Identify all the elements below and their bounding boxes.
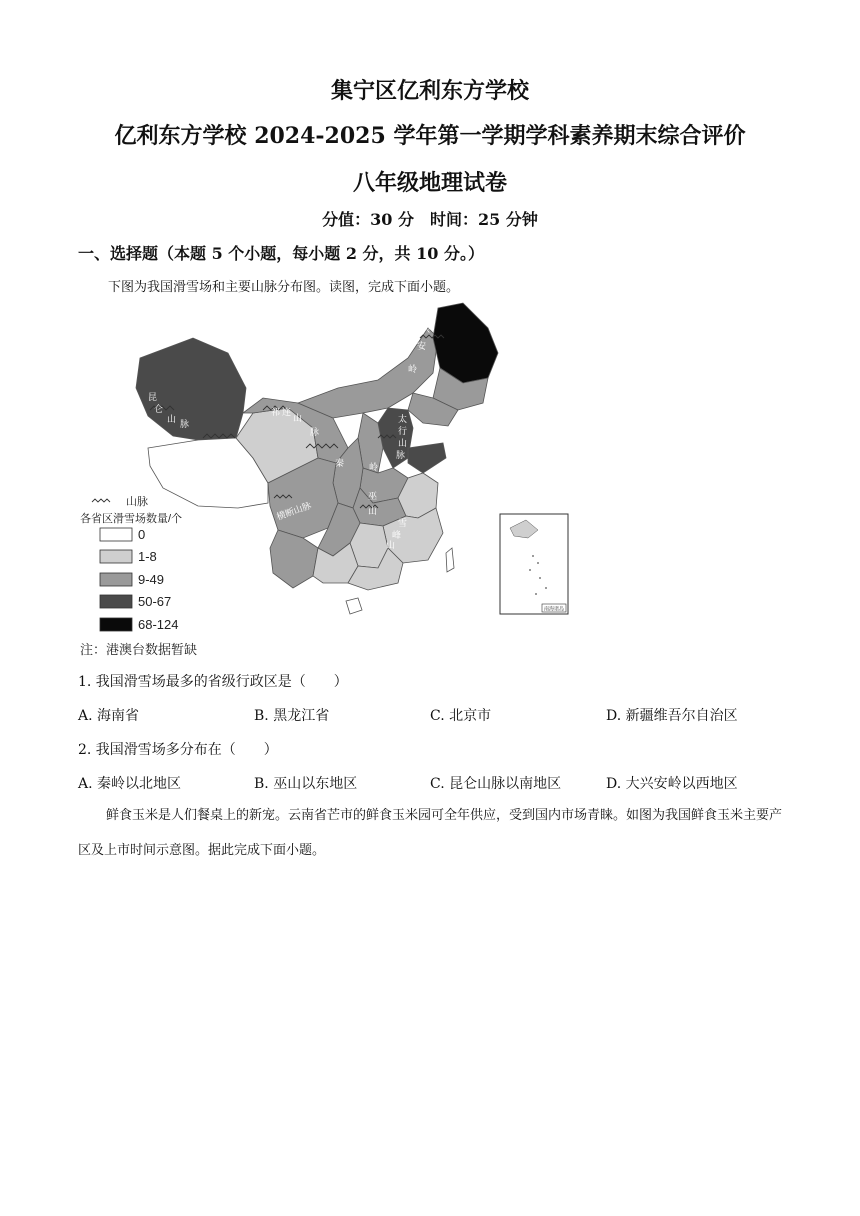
- question-1-stem: 1. 我国滑雪场最多的省级行政区是（ ）: [78, 674, 348, 690]
- map-legend: [80, 495, 197, 657]
- label-qilian-3: 山: [293, 413, 303, 423]
- score-time: 分值：30 分 时间：25 分钟: [322, 210, 538, 229]
- q2-option-c[interactable]: C. 昆仑山脉以南地区: [430, 776, 562, 792]
- label-kunlun-4: 脉: [180, 419, 190, 429]
- ski-resort-map: [78, 298, 565, 660]
- label-kunlun-1: 昆: [148, 392, 158, 402]
- label-wushan-2: 山: [368, 506, 378, 516]
- legend-swatch-4: [100, 618, 132, 631]
- label-daxinganling-1: 大: [422, 308, 432, 318]
- legend-swatch-1: [100, 550, 132, 563]
- region-taiwan: [446, 548, 454, 572]
- legend-label-3: 50-67: [138, 594, 172, 609]
- legend-swatch-2: [100, 573, 132, 586]
- legend-mountain-label: 山脉: [126, 496, 148, 508]
- q1-option-c[interactable]: C. 北京市: [430, 708, 492, 724]
- label-xuefeng-3: 山: [386, 540, 396, 550]
- legend-swatch-3: [100, 595, 132, 608]
- legend-label-0: 0: [138, 527, 146, 542]
- label-qilian-2: 连: [282, 407, 292, 417]
- q1-option-a[interactable]: A. 海南省: [78, 708, 140, 724]
- label-daxinganling-4: 岭: [408, 364, 418, 374]
- legend-label-4: 68-124: [138, 617, 179, 632]
- question-intro: 下图为我国滑雪场和主要山脉分布图。读图，完成下面小题。: [108, 280, 460, 295]
- label-taihang-3: 山: [398, 438, 408, 448]
- q2-option-a[interactable]: A. 秦岭以北地区: [78, 776, 182, 792]
- legend-label-1: 1-8: [138, 549, 157, 564]
- school-name: 集宁区亿利东方学校: [330, 78, 529, 104]
- exam-subtitle: 八年级地理试卷: [352, 170, 507, 196]
- legend-title: 各省区滑雪场数量/个: [80, 513, 183, 525]
- region-hainan: [346, 598, 362, 614]
- legend-swatch-0: [100, 528, 132, 541]
- inset-label: 南海诸岛: [544, 606, 565, 613]
- region-xinjiang: [136, 338, 246, 440]
- label-xuefeng-2: 峰: [392, 530, 402, 540]
- exam-title: 亿利东方学校 2024-2025 学年第一学期学科素养期末综合评价: [114, 123, 746, 149]
- q1-option-d[interactable]: D. 新疆维吾尔自治区: [606, 708, 738, 724]
- section-heading: 一、选择题（本题 5 个小题，每小题 2 分，共 10 分。）: [78, 244, 484, 263]
- q1-option-b[interactable]: B. 黑龙江省: [254, 708, 330, 724]
- label-qilian-1: 祁: [271, 407, 281, 417]
- label-qinling-2: 岭: [369, 462, 379, 472]
- label-daxinganling-2: 兴: [421, 324, 431, 334]
- label-kunlun-2: 仑: [154, 404, 164, 414]
- label-xuefeng-1: 雪: [398, 518, 408, 528]
- south-china-sea-inset: [500, 514, 568, 614]
- legend-label-2: 9-49: [138, 572, 165, 587]
- q2-option-b[interactable]: B. 巫山以东地区: [254, 776, 358, 792]
- question-2-stem: 2. 我国滑雪场多分布在（ ）: [78, 742, 278, 758]
- region-yunnan: [270, 530, 318, 588]
- label-wushan-1: 巫: [368, 491, 378, 501]
- map-note: 注：港澳台数据暂缺: [80, 642, 198, 657]
- label-taihang-1: 太: [398, 414, 408, 424]
- label-hengduan: 横断山脉: [275, 500, 313, 522]
- label-taihang-2: 行: [398, 426, 408, 436]
- label-kunlun-3: 山: [167, 414, 177, 424]
- label-daxinganling-3: 安: [417, 341, 427, 351]
- label-qilian-4: 脉: [310, 427, 320, 437]
- q2-option-d[interactable]: D. 大兴安岭以西地区: [606, 776, 738, 792]
- label-qinling-1: 秦: [335, 458, 345, 468]
- region-shandong: [408, 443, 446, 473]
- label-taihang-4: 脉: [396, 450, 406, 460]
- question-intro-2: 鲜食玉米是人们餐桌上的新宠。云南省芒市的鲜食玉米园可全年供应，受到国内市场青睐。如图为我国鲜食玉米主要产区及上市时间示意图。据此完成下面小题。: [78, 808, 783, 858]
